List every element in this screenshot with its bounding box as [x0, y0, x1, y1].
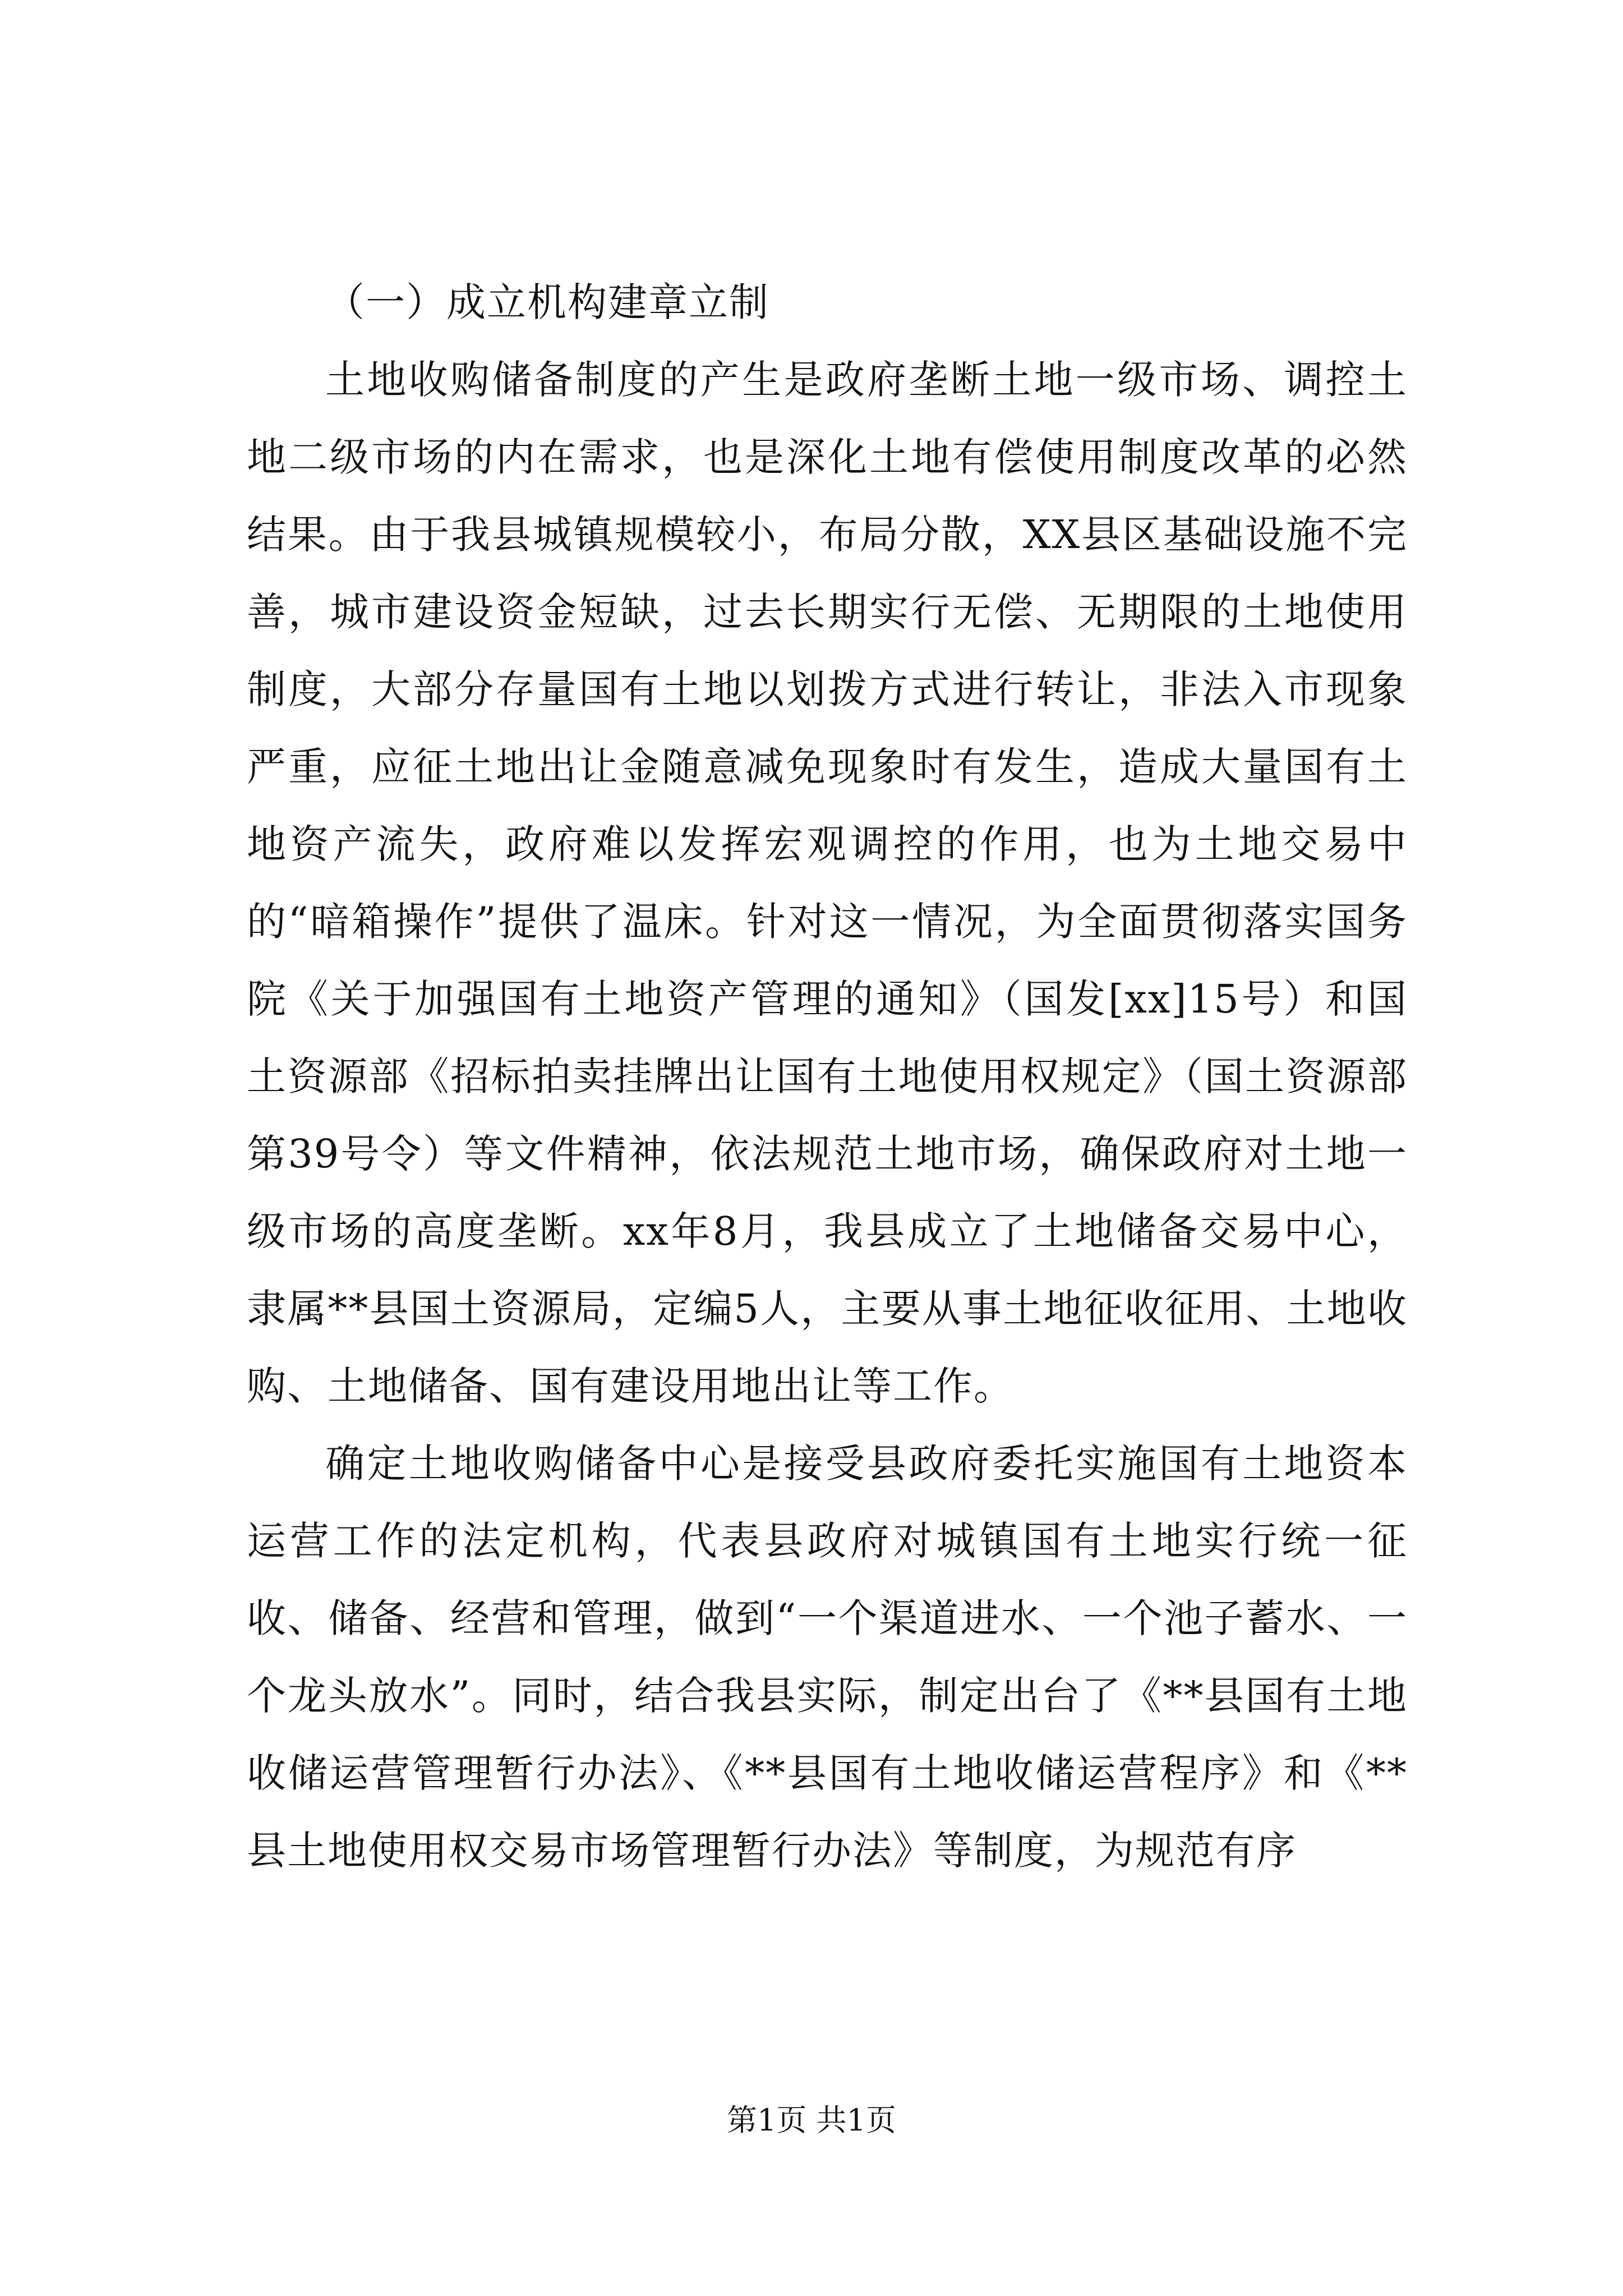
- paragraph-2: 确定土地收购储备中心是接受县政府委托实施国有土地资本运营工作的法定机构，代表县政府对城镇国有土地实行统一征收、储备、经营和管理，做到“一个渠道进水、一个池子蓄水、一个龙头放水”。同时，结合我县实际，制定出台了《**县国有土地收储运营管理暂行办法》、《**县国有土地收储运营程序》和《**县土地使用权交易市场管理暂行办法》等制度，为规范有序: [247, 1441, 1408, 1874]
- paragraph-1: 土地收购储备制度的产生是政府垄断土地一级市场、调控土地二级市场的内在需求，也是深化土地有偿使用制度改革的必然结果。由于我县城镇规模较小，布局分散，XX县区基础设施不完善，城市建设资金短缺，过去长期实行无偿、无期限的土地使用制度，大部分存量国有土地以划拨方式进行转让，非法入市现象严重，应征土地出让金随意减免现象时有发生，造成大量国有土地资产流失，政府难以发挥宏观调控的作用，也为土地交易中的“暗箱操作”提供了温床。针对这一情况，为全面贯彻落实国务院《关于加强国有土地资产管理的通知》（国发[xx]15号）和国土资源部《招标拍卖挂牌出让国有土地使用权规定》（国土资源部第39号令）等文件精神，依法规范土地市场，确保政府对土地一级市场的高度垄断。xx年8月，我县成立了土地储备交易中心，隶属**县国土资源局，定编5人，主要从事土地征收征用、土地收购、土地储备、国有建设用地出让等工作。: [247, 357, 1408, 1409]
- section-heading: （一）成立机构建章立制: [325, 279, 769, 325]
- page-footer: 第1页 共1页: [727, 2102, 896, 2138]
- document-body: [247, 264, 1408, 1889]
